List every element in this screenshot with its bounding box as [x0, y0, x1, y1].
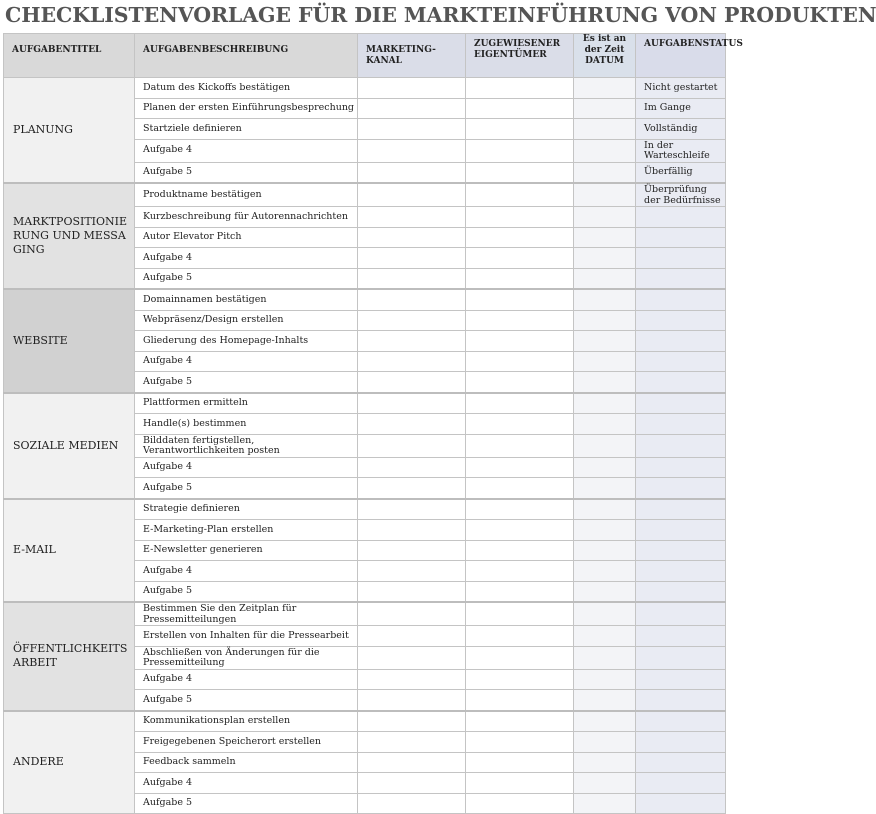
task-description-cell[interactable]: Handle(s) bestimmen [135, 414, 358, 435]
marketing-channel-cell[interactable] [358, 711, 466, 732]
category-cell: ANDERE [4, 711, 135, 814]
category-cell: MARKTPOSITIONIERUNG UND MESSAGING [4, 183, 135, 289]
task-description-cell[interactable]: Aufgabe 4 [135, 351, 358, 372]
due-date-cell[interactable] [574, 793, 636, 814]
task-status-cell[interactable] [636, 520, 726, 541]
marketing-channel-cell[interactable] [358, 183, 466, 207]
due-date-cell[interactable] [574, 581, 636, 602]
assigned-owner-cell[interactable] [466, 248, 574, 269]
task-status-cell[interactable]: Im Gange [636, 98, 726, 119]
due-date-cell[interactable] [574, 183, 636, 207]
task-status-cell[interactable] [636, 499, 726, 520]
task-description-cell[interactable]: Erstellen von Inhalten für die Pressearbeit [135, 626, 358, 647]
task-description-cell[interactable]: Domainnamen bestätigen [135, 289, 358, 310]
assigned-owner-cell[interactable] [466, 540, 574, 561]
task-status-cell[interactable] [636, 626, 726, 647]
task-status-cell[interactable] [636, 561, 726, 582]
category-cell: PLANUNG [4, 78, 135, 184]
task-description-cell[interactable]: Aufgabe 5 [135, 581, 358, 602]
task-status-cell[interactable] [636, 207, 726, 228]
assigned-owner-cell[interactable] [466, 732, 574, 753]
task-status-cell[interactable] [636, 478, 726, 499]
due-date-cell[interactable] [574, 78, 636, 99]
marketing-channel-cell[interactable] [358, 78, 466, 99]
assigned-owner-cell[interactable] [466, 139, 574, 162]
task-description-cell[interactable]: Kurzbeschreibung für Autorennachrichten [135, 207, 358, 228]
task-status-cell[interactable] [636, 646, 726, 669]
task-description-cell[interactable]: Autor Elevator Pitch [135, 227, 358, 248]
marketing-channel-cell[interactable] [358, 289, 466, 310]
assigned-owner-cell[interactable] [466, 98, 574, 119]
marketing-channel-cell[interactable] [358, 310, 466, 331]
marketing-channel-cell[interactable] [358, 752, 466, 773]
due-date-cell[interactable] [574, 626, 636, 647]
task-status-cell[interactable]: Überprüfung der Bedürfnisse [636, 183, 726, 207]
task-description-cell[interactable]: Bestimmen Sie den Zeitplan für Pressemitteilungen [135, 602, 358, 626]
due-date-cell[interactable] [574, 227, 636, 248]
task-status-cell[interactable] [636, 248, 726, 269]
checklist-table [3, 33, 743, 814]
due-date-cell[interactable] [574, 268, 636, 289]
category-cell: E-MAIL [4, 499, 135, 603]
marketing-channel-cell[interactable] [358, 732, 466, 753]
task-description-cell[interactable]: Produktname bestätigen [135, 183, 358, 207]
task-description-cell[interactable]: Aufgabe 4 [135, 773, 358, 794]
task-description-cell[interactable]: Bilddaten fertigstellen, Verantwortlichkeiten posten [135, 434, 358, 457]
due-date-cell[interactable] [574, 540, 636, 561]
marketing-channel-cell[interactable] [358, 540, 466, 561]
due-date-cell[interactable] [574, 732, 636, 753]
header-assigned-owner: ZUGEWIESENER EIGENTÜMER [466, 34, 574, 78]
marketing-channel-cell[interactable] [358, 351, 466, 372]
task-description-cell[interactable]: Feedback sammeln [135, 752, 358, 773]
task-description-cell[interactable]: Webpräsenz/Design erstellen [135, 310, 358, 331]
table-row [4, 78, 726, 99]
assigned-owner-cell[interactable] [466, 414, 574, 435]
page-title: CHECKLISTENVORLAGE FÜR DIE MARKTEINFÜHRUNG VON PRODUKTEN [5, 3, 876, 27]
due-date-cell[interactable] [574, 690, 636, 711]
task-status-cell[interactable] [636, 540, 726, 561]
task-description-cell[interactable]: Planen der ersten Einführungsbesprechung [135, 98, 358, 119]
task-status-cell[interactable] [636, 227, 726, 248]
assigned-owner-cell[interactable] [466, 119, 574, 140]
task-status-cell[interactable]: In der Warteschleife [636, 139, 726, 162]
assigned-owner-cell[interactable] [466, 690, 574, 711]
task-status-cell[interactable] [636, 434, 726, 457]
marketing-channel-cell[interactable] [358, 331, 466, 352]
due-date-cell[interactable] [574, 752, 636, 773]
task-status-cell[interactable] [636, 793, 726, 814]
assigned-owner-cell[interactable] [466, 393, 574, 414]
assigned-owner-cell[interactable] [466, 434, 574, 457]
task-status-cell[interactable] [636, 773, 726, 794]
table-row [4, 602, 726, 626]
marketing-channel-cell[interactable] [358, 98, 466, 119]
assigned-owner-cell[interactable] [466, 289, 574, 310]
task-description-cell[interactable]: E-Newsletter generieren [135, 540, 358, 561]
task-status-cell[interactable] [636, 268, 726, 289]
due-date-cell[interactable] [574, 434, 636, 457]
assigned-owner-cell[interactable] [466, 78, 574, 99]
due-date-cell[interactable] [574, 711, 636, 732]
task-description-cell[interactable]: Strategie definieren [135, 499, 358, 520]
marketing-channel-cell[interactable] [358, 690, 466, 711]
task-status-cell[interactable]: Vollständig [636, 119, 726, 140]
due-date-cell[interactable] [574, 372, 636, 393]
marketing-channel-cell[interactable] [358, 207, 466, 228]
task-status-cell[interactable] [636, 351, 726, 372]
assigned-owner-cell[interactable] [466, 646, 574, 669]
table-row [4, 393, 726, 414]
task-description-cell[interactable]: Datum des Kickoffs bestätigen [135, 78, 358, 99]
assigned-owner-cell[interactable] [466, 793, 574, 814]
table-row [4, 711, 726, 732]
assigned-owner-cell[interactable] [466, 602, 574, 626]
table-row [4, 289, 726, 310]
task-status-cell[interactable] [636, 372, 726, 393]
marketing-channel-cell[interactable] [358, 414, 466, 435]
task-status-cell[interactable] [636, 711, 726, 732]
due-date-cell[interactable] [574, 561, 636, 582]
due-date-cell[interactable] [574, 310, 636, 331]
marketing-channel-cell[interactable] [358, 268, 466, 289]
task-description-cell[interactable]: Aufgabe 5 [135, 268, 358, 289]
task-description-cell[interactable]: Aufgabe 4 [135, 669, 358, 690]
task-status-cell[interactable]: Überfällig [636, 162, 726, 183]
assigned-owner-cell[interactable] [466, 207, 574, 228]
due-date-cell[interactable] [574, 98, 636, 119]
due-date-cell[interactable] [574, 393, 636, 414]
due-date-cell[interactable] [574, 478, 636, 499]
marketing-channel-cell[interactable] [358, 669, 466, 690]
marketing-channel-cell[interactable] [358, 227, 466, 248]
due-date-cell[interactable] [574, 669, 636, 690]
assigned-owner-cell[interactable] [466, 561, 574, 582]
task-status-cell[interactable] [636, 457, 726, 478]
marketing-channel-cell[interactable] [358, 646, 466, 669]
assigned-owner-cell[interactable] [466, 499, 574, 520]
task-description-cell[interactable]: Startziele definieren [135, 119, 358, 140]
assigned-owner-cell[interactable] [466, 669, 574, 690]
assigned-owner-cell[interactable] [466, 773, 574, 794]
assigned-owner-cell[interactable] [466, 310, 574, 331]
marketing-channel-cell[interactable] [358, 457, 466, 478]
task-description-cell[interactable]: Aufgabe 4 [135, 457, 358, 478]
task-description-cell[interactable]: Aufgabe 5 [135, 690, 358, 711]
due-date-cell[interactable] [574, 520, 636, 541]
marketing-channel-cell[interactable] [358, 520, 466, 541]
due-date-cell[interactable] [574, 119, 636, 140]
table-row [4, 499, 726, 520]
task-description-cell[interactable]: Freigegebenen Speicherort erstellen [135, 732, 358, 753]
header-due-date: Es ist an der Zeit DATUM [574, 34, 636, 78]
due-date-cell[interactable] [574, 248, 636, 269]
marketing-channel-cell[interactable] [358, 393, 466, 414]
assigned-owner-cell[interactable] [466, 581, 574, 602]
task-status-cell[interactable] [636, 732, 726, 753]
task-description-cell[interactable]: Kommunikationsplan erstellen [135, 711, 358, 732]
assigned-owner-cell[interactable] [466, 268, 574, 289]
task-status-cell[interactable] [636, 414, 726, 435]
due-date-cell[interactable] [574, 773, 636, 794]
due-date-cell[interactable] [574, 289, 636, 310]
task-description-cell[interactable]: Aufgabe 4 [135, 248, 358, 269]
assigned-owner-cell[interactable] [466, 372, 574, 393]
due-date-cell[interactable] [574, 139, 636, 162]
category-cell: ÖFFENTLICHKEITSARBEIT [4, 602, 135, 711]
assigned-owner-cell[interactable] [466, 520, 574, 541]
assigned-owner-cell[interactable] [466, 457, 574, 478]
header-task-title: AUFGABENTITEL [4, 34, 135, 78]
due-date-cell[interactable] [574, 207, 636, 228]
due-date-cell[interactable] [574, 457, 636, 478]
task-status-cell[interactable] [636, 690, 726, 711]
assigned-owner-cell[interactable] [466, 331, 574, 352]
task-status-cell[interactable] [636, 331, 726, 352]
marketing-channel-cell[interactable] [358, 248, 466, 269]
task-description-cell[interactable]: Aufgabe 4 [135, 139, 358, 162]
marketing-channel-cell[interactable] [358, 499, 466, 520]
due-date-cell[interactable] [574, 646, 636, 669]
task-description-cell[interactable]: Aufgabe 5 [135, 793, 358, 814]
task-description-cell[interactable]: Aufgabe 5 [135, 162, 358, 183]
assigned-owner-cell[interactable] [466, 162, 574, 183]
marketing-channel-cell[interactable] [358, 434, 466, 457]
marketing-channel-cell[interactable] [358, 561, 466, 582]
marketing-channel-cell[interactable] [358, 162, 466, 183]
marketing-channel-cell[interactable] [358, 581, 466, 602]
task-description-cell[interactable]: E-Marketing-Plan erstellen [135, 520, 358, 541]
task-status-cell[interactable] [636, 310, 726, 331]
task-status-cell[interactable] [636, 289, 726, 310]
task-status-cell[interactable] [636, 752, 726, 773]
marketing-channel-cell[interactable] [358, 773, 466, 794]
due-date-cell[interactable] [574, 414, 636, 435]
task-status-cell[interactable] [636, 602, 726, 626]
task-description-cell[interactable]: Aufgabe 5 [135, 372, 358, 393]
marketing-channel-cell[interactable] [358, 478, 466, 499]
task-description-cell[interactable]: Abschließen von Änderungen für die Pressemitteilung [135, 646, 358, 669]
assigned-owner-cell[interactable] [466, 711, 574, 732]
due-date-cell[interactable] [574, 602, 636, 626]
marketing-channel-cell[interactable] [358, 793, 466, 814]
assigned-owner-cell[interactable] [466, 626, 574, 647]
header-marketing-channel: MARKETING-KANAL [358, 34, 466, 78]
task-description-cell[interactable]: Aufgabe 4 [135, 561, 358, 582]
task-description-cell[interactable]: Gliederung des Homepage-Inhalts [135, 331, 358, 352]
marketing-channel-cell[interactable] [358, 372, 466, 393]
assigned-owner-cell[interactable] [466, 183, 574, 207]
category-cell: WEBSITE [4, 289, 135, 393]
header-row [4, 34, 726, 78]
task-status-cell[interactable] [636, 669, 726, 690]
task-description-cell[interactable]: Aufgabe 5 [135, 478, 358, 499]
header-task-description: AUFGABENBESCHREIBUNG [135, 34, 358, 78]
category-cell: SOZIALE MEDIEN [4, 393, 135, 499]
due-date-cell[interactable] [574, 499, 636, 520]
marketing-channel-cell[interactable] [358, 602, 466, 626]
assigned-owner-cell[interactable] [466, 752, 574, 773]
due-date-cell[interactable] [574, 351, 636, 372]
assigned-owner-cell[interactable] [466, 227, 574, 248]
due-date-cell[interactable] [574, 162, 636, 183]
task-status-cell[interactable] [636, 393, 726, 414]
marketing-channel-cell[interactable] [358, 626, 466, 647]
assigned-owner-cell[interactable] [466, 478, 574, 499]
task-description-cell[interactable]: Plattformen ermitteln [135, 393, 358, 414]
assigned-owner-cell[interactable] [466, 351, 574, 372]
due-date-cell[interactable] [574, 331, 636, 352]
marketing-channel-cell[interactable] [358, 119, 466, 140]
table-row [4, 183, 726, 207]
task-status-cell[interactable] [636, 581, 726, 602]
header-task-status: AUFGABENSTATUS [636, 34, 726, 78]
task-status-cell[interactable]: Nicht gestartet [636, 78, 726, 99]
marketing-channel-cell[interactable] [358, 139, 466, 162]
